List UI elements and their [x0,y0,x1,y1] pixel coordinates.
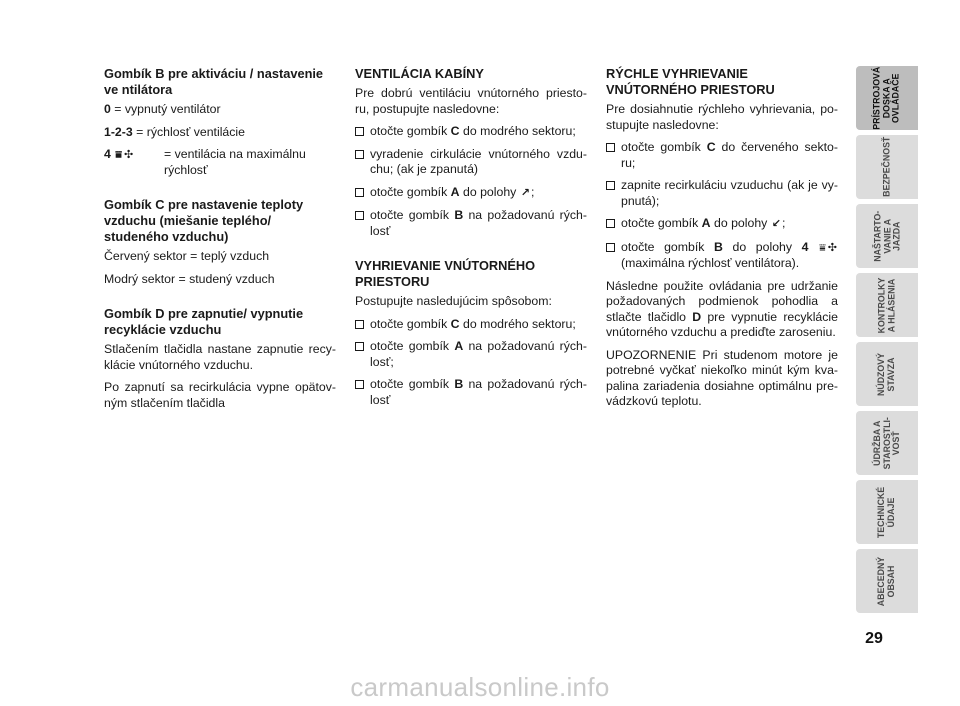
checkbox-icon [606,219,615,228]
checkbox-icon [606,181,615,190]
heating-intro: Postupujte nasledujúcim spôsobom: [355,294,552,308]
paragraph-warning: UPOZORNENIE Pri studenom motore je potrebné vyčkať niekoľko minút kým kva-palina zariadenia dosiahne optimálnu pre-vádzkovú teplotu. [606,347,838,408]
column-1 [104,66,336,418]
fan-key: 1-2-3 [104,124,133,139]
checkbox-icon [606,143,615,152]
checkbox-icon [355,320,364,329]
list-item: otočte gombík A do polohy ↙; [606,216,838,233]
list-item: otočte gombík B na požadovanú rých-losť [355,377,587,408]
ventilation-intro: Pre dobrú ventiláciu vnútorného priesto-ru, postupujte nasledovne: [355,86,587,116]
fan-key: 4 ⩸ ✣ [104,147,134,161]
fast-heating-intro: Pre dosiahnutie rýchleho vyhrievania, po-stupujte nasledovne: [606,102,838,132]
fan-icon: ✣ [827,241,837,254]
fan-key: 0 [104,102,111,116]
tab-emergency[interactable]: NÚDZOVÝ STAVZA [856,342,918,406]
checkbox-icon [355,150,364,159]
list-item: otočte gombík B na požadovanú rých-losť [355,208,587,239]
checkbox-icon [355,127,364,136]
fan-row-4 [104,147,336,178]
tab-technical[interactable]: TECHNICKÉ ÚDAJE [856,480,918,544]
list-item: zapnite recirkuláciu vzuduchu (ak je vy-pnutá); [606,178,838,209]
tab-warnings[interactable]: KONTROLKY A HLÁSENIA [856,273,918,337]
list-item: vyradenie cirkulácie vnútorného vzdu-chu; (ak je zpanutá) [355,147,587,178]
list-item: otočte gombík A do polohy ↗; [355,185,587,202]
tab-dashboard[interactable]: PRÍSTROJOVÁ DOSKA A OVLÁDAČE [856,66,918,130]
fan-text: = ventilácia na maximálnu rýchlosť [164,147,306,177]
list-item: otočte gombík A na požadovanú rých-losť; [355,339,587,370]
tab-starting[interactable]: NAŠTARTO- VANIE A JAZDA [856,204,918,268]
foot-vent-icon: ↙ [771,218,781,230]
watermark: carmanualsonline.info [350,672,610,702]
paragraph-maintain: Následne použite ovládania pre udržanie požadovaných podmienok pohodlia a stlačte tlačidlo D pre vypnutie recyklácie vnútorného vzduchu a prediďte zaroseniu. [606,278,838,339]
red-sector-text: Červený sektor = teplý vzduch [104,249,270,263]
fan-row-0 [104,102,336,118]
vent-icon: ⩸ [115,149,122,161]
checkbox-icon [355,188,364,197]
heading-heating: VYHRIEVANIE VNÚTORNÉHO PRIESTORU [355,258,536,289]
heading-knob-d: Gombík D pre zapnutie/ vypnutie recyklácie vzduchu [104,306,304,337]
heading-knob-b: Gombík B pre aktiváciu / nastavenie ve ntilátora [104,66,324,97]
tab-index[interactable]: ABECEDNÝ OBSAH [856,549,918,613]
paragraph-recirc-off: Po zapnutí sa recirkulácia vypne opätov-ným stlačením tlačidla [104,380,336,410]
column-3 [606,66,838,417]
list-item: otočte gombík C do červeného sekto-ru; [606,140,838,171]
heading-fast-heating: RÝCHLE VYHRIEVANIE VNÚTORNÉHO PRIESTORU [606,66,775,97]
paragraph-recirc-on: Stlačením tlačidla nastane zapnutie recy-klácie vnútorného vzduchu. [104,342,336,372]
checkbox-icon [355,380,364,389]
blue-sector-text: Modrý sektor = studený vzduch [104,271,275,286]
heading-knob-c: Gombík C pre nastavenie teploty vzduchu (miešanie teplého/ studeného vzduchu) [104,197,304,244]
checkbox-icon [606,243,615,252]
list-item: otočte gombík C do modrého sektoru; [355,124,587,140]
fan-text: = vypnutý ventilátor [114,102,221,116]
fan-row-1 [104,125,336,141]
tab-safety[interactable]: BEZPEČNOSŤ [856,135,918,199]
list-item: otočte gombík B do polohy 4 ⩸ ✣ (maximálna rýchlosť ventilátora). [606,240,838,272]
heading-ventilation: VENTILÁCIA KABÍNY [355,66,484,81]
column-2 [355,66,587,415]
list-item: otočte gombík C do modrého sektoru; [355,317,587,333]
face-vent-icon: ↗ [520,186,530,199]
page-number: 29 [865,630,883,647]
vent-icon: ⩸ [819,241,826,254]
checkbox-icon [355,211,364,220]
fan-icon: ✣ [123,149,134,161]
checkbox-icon [355,342,364,351]
tab-maintenance[interactable]: ÚDRŽBA A STAROSTLI- VOSŤ [856,411,918,475]
fan-text: = rýchlosť ventilácie [136,124,245,139]
